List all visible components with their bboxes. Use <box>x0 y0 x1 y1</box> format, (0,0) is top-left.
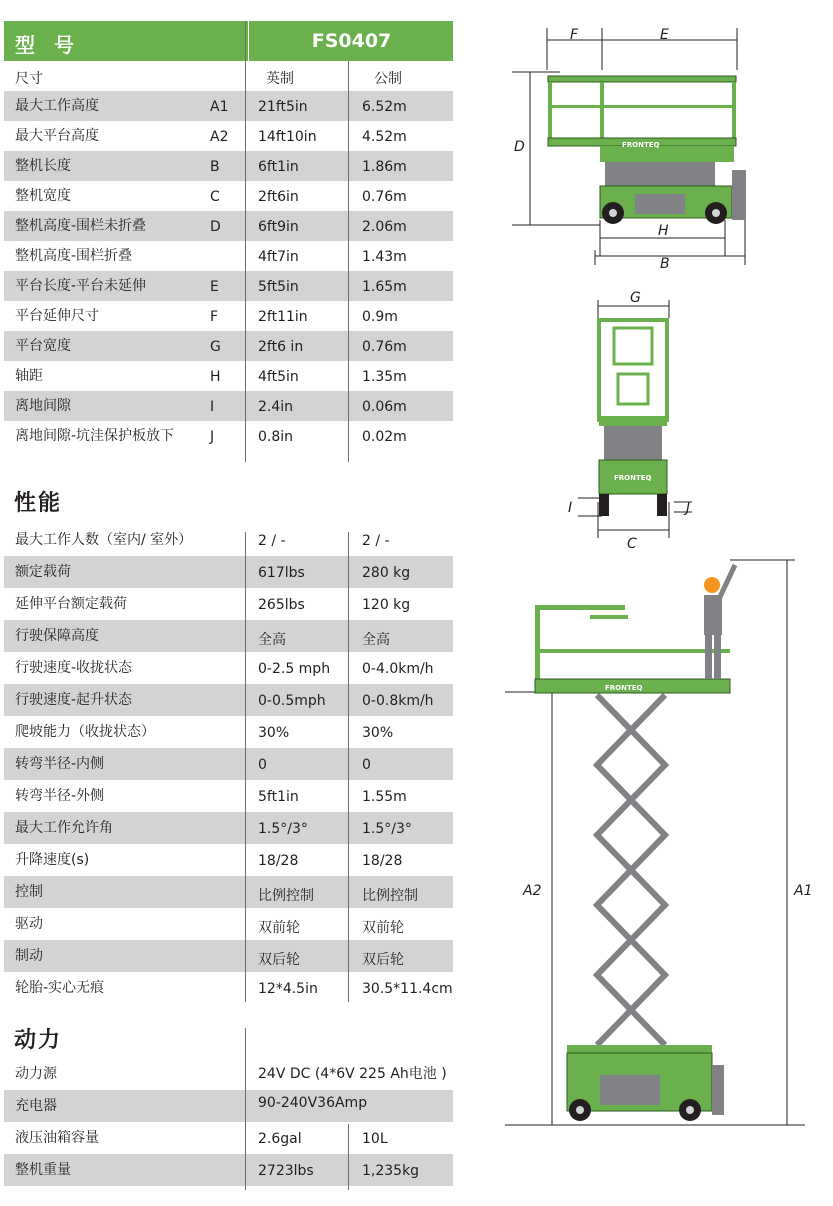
row-imperial: 2 / - <box>258 533 286 549</box>
label-e: E <box>660 27 669 43</box>
row-label: 爬坡能力（收拢状态） <box>15 724 155 740</box>
row-metric: 30.5*11.4cm <box>362 981 453 997</box>
row-imperial: 18/28 <box>258 853 299 869</box>
row-code: I <box>210 399 215 415</box>
table-row <box>4 1090 453 1122</box>
dimensions-table <box>4 61 453 451</box>
row-metric: 30% <box>362 725 394 741</box>
table-row <box>4 748 453 780</box>
table-row <box>4 1122 453 1154</box>
row-imperial: 2.4in <box>258 399 294 415</box>
table-row <box>4 684 453 716</box>
table-row <box>4 1154 453 1186</box>
row-imperial: 2.6gal <box>258 1131 302 1147</box>
table-row <box>4 361 453 391</box>
row-imperial: 617lbs <box>258 565 305 581</box>
row-label: 最大工作人数（室内/ 室外） <box>15 532 193 548</box>
row-metric: 1.35m <box>362 369 407 385</box>
brand-label-front: FRONTEQ <box>614 474 652 482</box>
row-metric: 280 kg <box>362 565 411 581</box>
row-label: 充电器 <box>15 1098 57 1114</box>
row-metric: 1.43m <box>362 249 407 265</box>
row-code: G <box>210 339 221 355</box>
row-imperial: 12*4.5in <box>258 981 318 997</box>
performance-title: 性能 <box>14 491 63 516</box>
row-label: 轮胎-实心无痕 <box>15 980 105 996</box>
row-code: A2 <box>210 129 229 145</box>
table-row <box>4 908 453 940</box>
column-divider <box>245 1028 246 1190</box>
table-row <box>4 331 453 361</box>
model-header <box>4 21 453 61</box>
row-imperial: 全高 <box>258 632 286 648</box>
row-imperial: 0 <box>258 757 267 773</box>
table-row <box>4 876 453 908</box>
row-imperial: 6ft1in <box>258 159 299 175</box>
row-label: 整机高度-围栏未折叠 <box>15 218 147 234</box>
row-metric: 0.76m <box>362 189 407 205</box>
table-row <box>4 972 453 1004</box>
label-i: I <box>568 500 573 516</box>
model-label: 型 号 <box>15 33 80 57</box>
label-g: G <box>630 290 641 306</box>
row-label: 行驶速度-起升状态 <box>15 692 133 708</box>
row-metric: 0.76m <box>362 339 407 355</box>
table-row <box>4 151 453 181</box>
table-row <box>4 211 453 241</box>
row-label: 离地间隙 <box>15 398 71 414</box>
row-label: 整机重量 <box>15 1162 71 1178</box>
column-metric: 公制 <box>374 71 402 87</box>
row-metric: 0.9m <box>362 309 398 325</box>
row-imperial: 265lbs <box>258 597 305 613</box>
row-imperial: 4ft5in <box>258 369 299 385</box>
row-code: D <box>210 219 221 235</box>
row-label: 平台宽度 <box>15 338 71 354</box>
row-metric: 1,235kg <box>362 1163 420 1179</box>
row-code: B <box>210 159 220 175</box>
row-metric: 全高 <box>362 632 390 648</box>
row-imperial: 双前轮 <box>258 920 300 936</box>
label-b: B <box>660 256 670 272</box>
dimensions-column-header <box>4 61 453 91</box>
side-view-drawing <box>500 20 770 275</box>
table-row <box>4 844 453 876</box>
label-j: J <box>686 500 691 516</box>
row-imperial: 0-0.5mph <box>258 693 326 709</box>
row-label: 整机高度-围栏折叠 <box>15 248 133 264</box>
table-row <box>4 121 453 151</box>
row-imperial: 2ft6in <box>258 189 299 205</box>
table-row <box>4 780 453 812</box>
row-code: J <box>210 429 215 445</box>
row-code: C <box>210 189 220 205</box>
row-metric: 1.65m <box>362 279 407 295</box>
row-imperial: 2ft6 in <box>258 339 304 355</box>
performance-table <box>4 524 453 1004</box>
lift-machine-raised <box>535 565 735 1121</box>
label-d: D <box>514 139 525 155</box>
row-metric: 0 <box>362 757 371 773</box>
row-label: 平台长度-平台未延伸 <box>15 278 147 294</box>
row-metric: 0-0.8km/h <box>362 693 434 709</box>
column-divider <box>348 61 349 462</box>
row-imperial: 1.5°/3° <box>258 821 308 837</box>
row-label: 离地间隙-坑洼保护板放下 <box>15 428 175 444</box>
row-value: 90-240V36Amp <box>258 1095 368 1111</box>
row-imperial: 0.8in <box>258 429 294 445</box>
row-label: 制动 <box>15 948 43 964</box>
table-row <box>4 524 453 556</box>
row-imperial: 5ft1in <box>258 789 299 805</box>
row-metric: 0-4.0km/h <box>362 661 434 677</box>
model-value: FS0407 <box>248 21 454 61</box>
column-imperial: 英制 <box>266 71 294 87</box>
row-metric: 1.5°/3° <box>362 821 412 837</box>
row-imperial: 2723lbs <box>258 1163 314 1179</box>
row-imperial: 14ft10in <box>258 129 317 145</box>
row-metric: 1.86m <box>362 159 407 175</box>
table-row <box>4 556 453 588</box>
label-h: H <box>658 223 669 239</box>
row-imperial: 5ft5in <box>258 279 299 295</box>
raised-view-drawing <box>505 555 825 1135</box>
row-label: 转弯半径-内侧 <box>15 756 105 772</box>
row-metric: 双后轮 <box>362 952 404 968</box>
row-label: 轴距 <box>15 368 43 384</box>
row-metric: 双前轮 <box>362 920 404 936</box>
row-label: 驱动 <box>15 916 43 932</box>
table-row <box>4 91 453 121</box>
row-metric: 10L <box>362 1131 388 1147</box>
row-label: 整机宽度 <box>15 188 71 204</box>
row-label: 最大工作高度 <box>15 98 99 114</box>
row-imperial: 4ft7in <box>258 249 299 265</box>
brand-label: FRONTEQ <box>622 141 660 149</box>
table-row <box>4 391 453 421</box>
row-imperial: 0-2.5 mph <box>258 661 331 677</box>
table-row <box>4 620 453 652</box>
row-metric: 2 / - <box>362 533 390 549</box>
column-divider <box>245 532 246 1002</box>
row-value: 24V DC (4*6V 225 Ah电池 ) <box>258 1066 447 1082</box>
lift-machine-side <box>548 76 746 224</box>
row-metric: 18/28 <box>362 853 403 869</box>
lift-machine-front <box>599 320 667 516</box>
table-row <box>4 421 453 451</box>
row-code: E <box>210 279 219 295</box>
row-imperial: 2ft11in <box>258 309 308 325</box>
row-label: 升降速度(s) <box>15 852 90 868</box>
table-row <box>4 652 453 684</box>
row-metric: 0.06m <box>362 399 407 415</box>
row-label: 最大平台高度 <box>15 128 99 144</box>
row-label: 整机长度 <box>15 158 71 174</box>
label-a2: A2 <box>523 883 542 899</box>
row-metric: 6.52m <box>362 99 407 115</box>
row-code: F <box>210 309 219 325</box>
row-label: 转弯半径-外侧 <box>15 788 105 804</box>
row-label: 液压油箱容量 <box>15 1130 99 1146</box>
label-c: C <box>627 536 637 550</box>
column-divider <box>348 532 349 1002</box>
table-row <box>4 812 453 844</box>
label-f: F <box>570 27 579 43</box>
row-imperial: 双后轮 <box>258 952 300 968</box>
table-row <box>4 271 453 301</box>
row-label: 控制 <box>15 884 43 900</box>
row-label: 最大工作允许角 <box>15 820 113 836</box>
row-imperial: 30% <box>258 725 290 741</box>
row-imperial: 6ft9in <box>258 219 299 235</box>
row-metric: 0.02m <box>362 429 407 445</box>
row-imperial: 21ft5in <box>258 99 308 115</box>
row-code: A1 <box>210 99 229 115</box>
row-label: 平台延伸尺寸 <box>15 308 99 324</box>
table-row <box>4 181 453 211</box>
label-a1: A1 <box>794 883 813 899</box>
row-metric: 比例控制 <box>362 888 418 904</box>
power-title: 动力 <box>14 1028 63 1053</box>
table-row <box>4 241 453 271</box>
row-label: 延伸平台额定载荷 <box>15 596 127 612</box>
column-size: 尺寸 <box>15 71 43 87</box>
row-label: 额定载荷 <box>15 564 71 580</box>
brand-label-raised: FRONTEQ <box>605 684 643 692</box>
column-divider <box>245 21 246 462</box>
row-label: 动力源 <box>15 1066 57 1082</box>
table-row <box>4 588 453 620</box>
row-label: 行驶速度-收拢状态 <box>15 660 133 676</box>
column-divider <box>348 1124 349 1190</box>
table-row <box>4 940 453 972</box>
table-row <box>4 301 453 331</box>
row-metric: 2.06m <box>362 219 407 235</box>
row-imperial: 比例控制 <box>258 888 314 904</box>
row-label: 行驶保障高度 <box>15 628 99 644</box>
row-metric: 120 kg <box>362 597 411 613</box>
row-metric: 4.52m <box>362 129 407 145</box>
row-metric: 1.55m <box>362 789 407 805</box>
table-row <box>4 1058 453 1090</box>
row-code: H <box>210 369 221 385</box>
table-row <box>4 716 453 748</box>
power-table <box>4 1058 453 1186</box>
front-view-drawing <box>552 290 712 550</box>
